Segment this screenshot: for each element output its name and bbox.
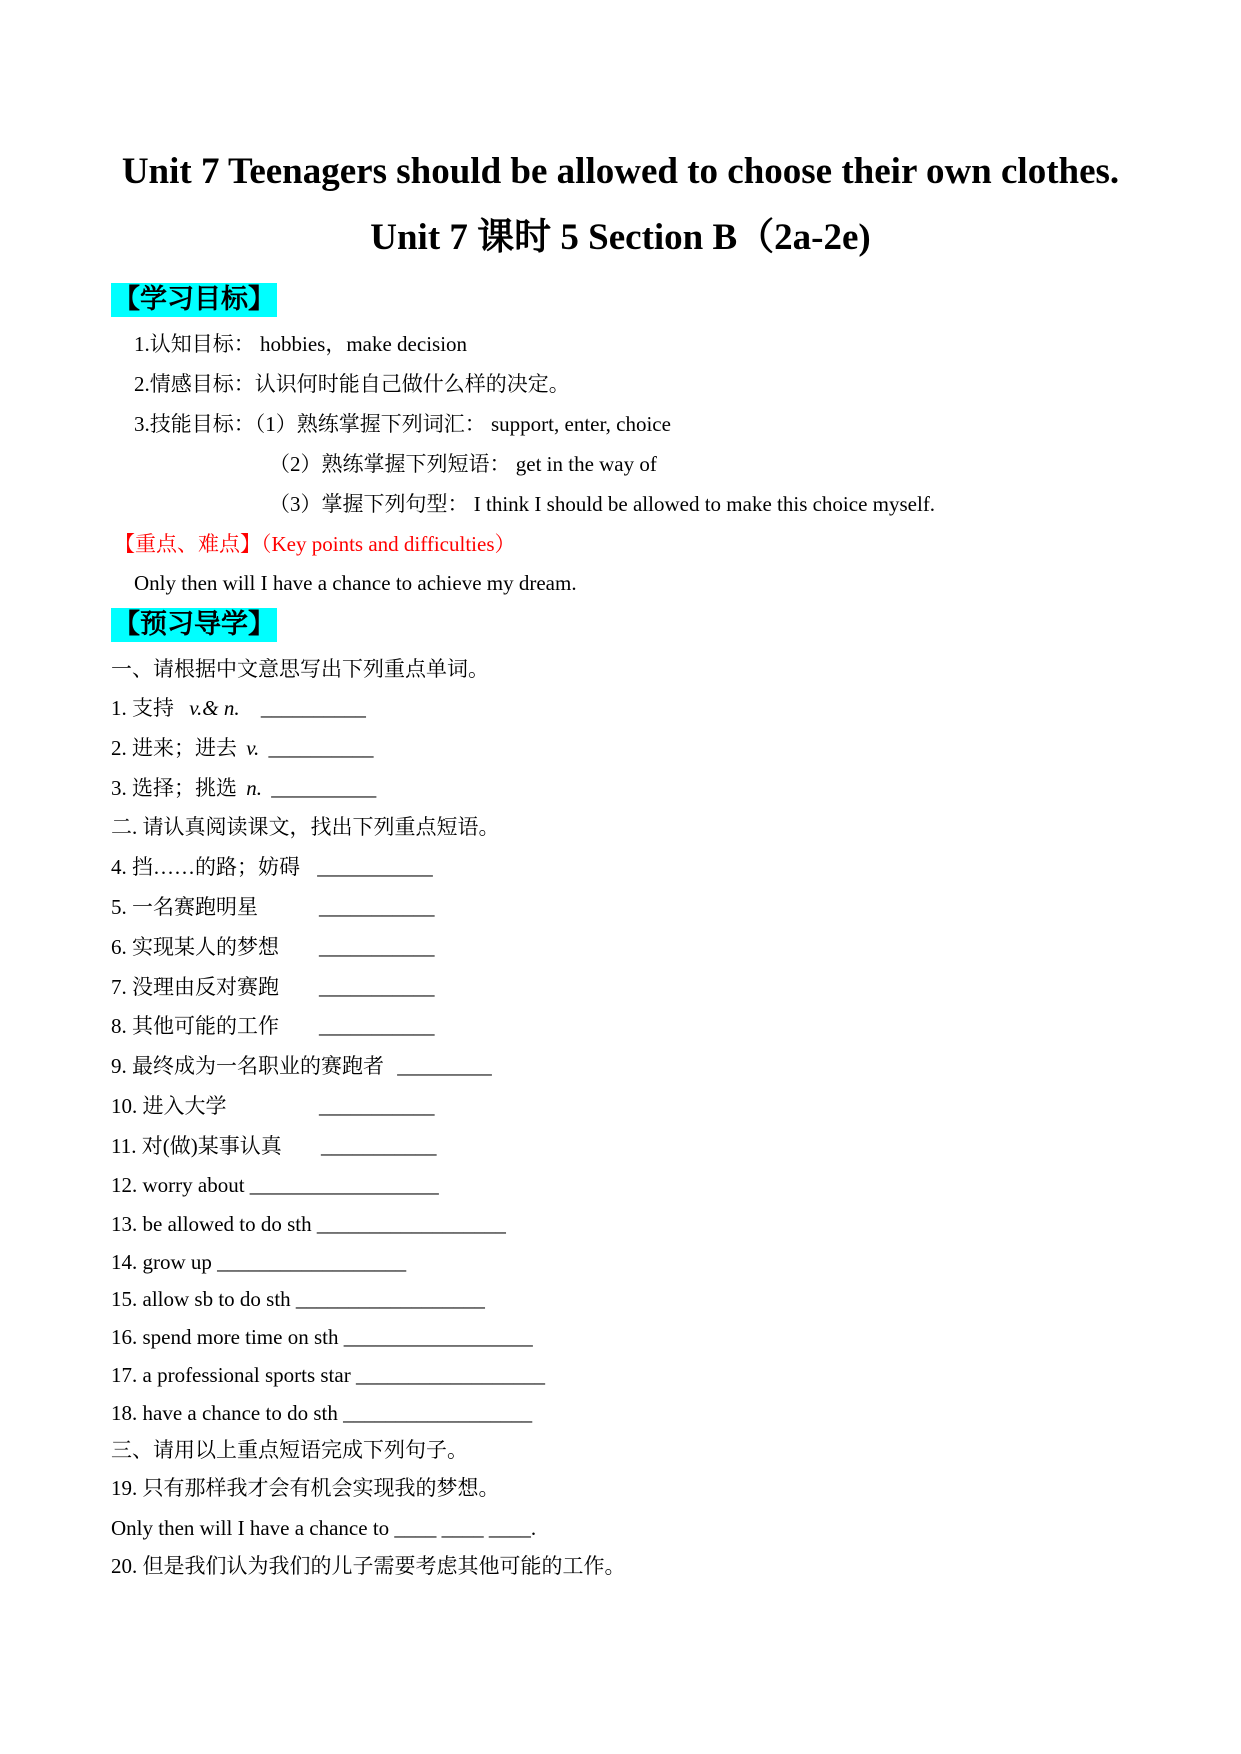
objectives-heading: 【学习目标】 — [113, 284, 275, 315]
question-4 — [111, 853, 433, 881]
question-4-blank[interactable]: ___________ — [317, 855, 433, 879]
question-20: 20. 但是我们认为我们的儿子需要考虑其他可能的工作。 — [111, 1554, 626, 1578]
question-2-pos: v. — [246, 736, 260, 760]
question-10-text: 10. 进入大学 — [111, 1094, 227, 1118]
objective-skills-sentence: （3）掌握下列句型： I think I should be allowed to make this choice myself. — [269, 492, 936, 516]
question-1 — [111, 694, 366, 722]
question-5-text: 5. 一名赛跑明星 — [111, 895, 258, 919]
question-10-blank[interactable]: ___________ — [319, 1094, 435, 1118]
objective-skills-phrases: （2）熟练掌握下列短语： get in the way of — [269, 452, 657, 476]
question-2-text: 2. 进来；进去 — [111, 736, 237, 760]
main-title: Unit 7 Teenagers should be allowed to choose their own clothes. — [121, 151, 1120, 192]
question-3-blank[interactable]: __________ — [271, 776, 377, 800]
question-11 — [111, 1132, 437, 1160]
question-11-blank[interactable]: ___________ — [321, 1134, 437, 1158]
preview-heading: 【预习导学】 — [113, 609, 275, 640]
question-8-text: 8. 其他可能的工作 — [111, 1014, 279, 1038]
question-9 — [111, 1052, 492, 1080]
question-2 — [111, 734, 374, 762]
section-three-instruction: 三、请用以上重点短语完成下列句子。 — [111, 1438, 468, 1462]
question-5 — [111, 893, 435, 921]
keypoints-heading: 【重点、难点】（Key points and difficulties） — [114, 532, 516, 556]
question-12: 12. worry about __________________ — [111, 1173, 439, 1197]
question-4-text: 4. 挡……的路；妨碍 — [111, 855, 300, 879]
keypoints-text: Only then will I have a chance to achieve my dream. — [134, 571, 577, 595]
question-14: 14. grow up __________________ — [111, 1250, 407, 1274]
question-6-blank[interactable]: ___________ — [319, 935, 435, 959]
question-1-pos: v.& n. — [189, 696, 240, 720]
question-9-blank[interactable]: _________ — [397, 1054, 492, 1078]
question-8 — [111, 1012, 435, 1040]
question-11-text: 11. 对(做)某事认真 — [111, 1134, 282, 1158]
objective-affective: 2.情感目标：认识何时能自己做什么样的决定。 — [134, 372, 570, 396]
question-1-blank[interactable]: __________ — [260, 696, 366, 720]
sub-title: Unit 7 课时 5 Section B（2a-2e) — [370, 217, 871, 258]
question-2-blank[interactable]: __________ — [268, 736, 374, 760]
question-17: 17. a professional sports star __________________ — [111, 1363, 545, 1387]
question-19: 19. 只有那样我才会有机会实现我的梦想。 — [111, 1476, 500, 1500]
question-7-text: 7. 没理由反对赛跑 — [111, 975, 279, 999]
question-6-text: 6. 实现某人的梦想 — [111, 935, 279, 959]
question-1-text: 1. 支持 — [111, 696, 174, 720]
question-19-english: Only then will I have a chance to ____ ____ ____. — [111, 1516, 537, 1540]
question-6 — [111, 933, 435, 961]
question-8-blank[interactable]: ___________ — [319, 1014, 435, 1038]
objective-cognitive: 1.认知目标： hobbies，make decision — [134, 332, 468, 356]
question-7 — [111, 973, 435, 1001]
question-13: 13. be allowed to do sth __________________ — [111, 1212, 506, 1236]
question-15: 15. allow sb to do sth __________________ — [111, 1287, 485, 1311]
question-3-pos: n. — [246, 776, 262, 800]
objective-skills: 3.技能目标：（1）熟练掌握下列词汇： support, enter, choice — [134, 412, 671, 436]
question-16: 16. spend more time on sth __________________ — [111, 1325, 533, 1349]
section-one-instruction: 一、请根据中文意思写出下列重点单词。 — [111, 657, 489, 681]
section-two-instruction: 二. 请认真阅读课文，找出下列重点短语。 — [111, 815, 500, 839]
question-18: 18. have a chance to do sth __________________ — [111, 1401, 533, 1425]
question-7-blank[interactable]: ___________ — [319, 975, 435, 999]
question-3-text: 3. 选择；挑选 — [111, 776, 237, 800]
question-5-blank[interactable]: ___________ — [319, 895, 435, 919]
question-3 — [111, 774, 376, 802]
question-10 — [111, 1092, 435, 1120]
question-9-text: 9. 最终成为一名职业的赛跑者 — [111, 1054, 384, 1078]
